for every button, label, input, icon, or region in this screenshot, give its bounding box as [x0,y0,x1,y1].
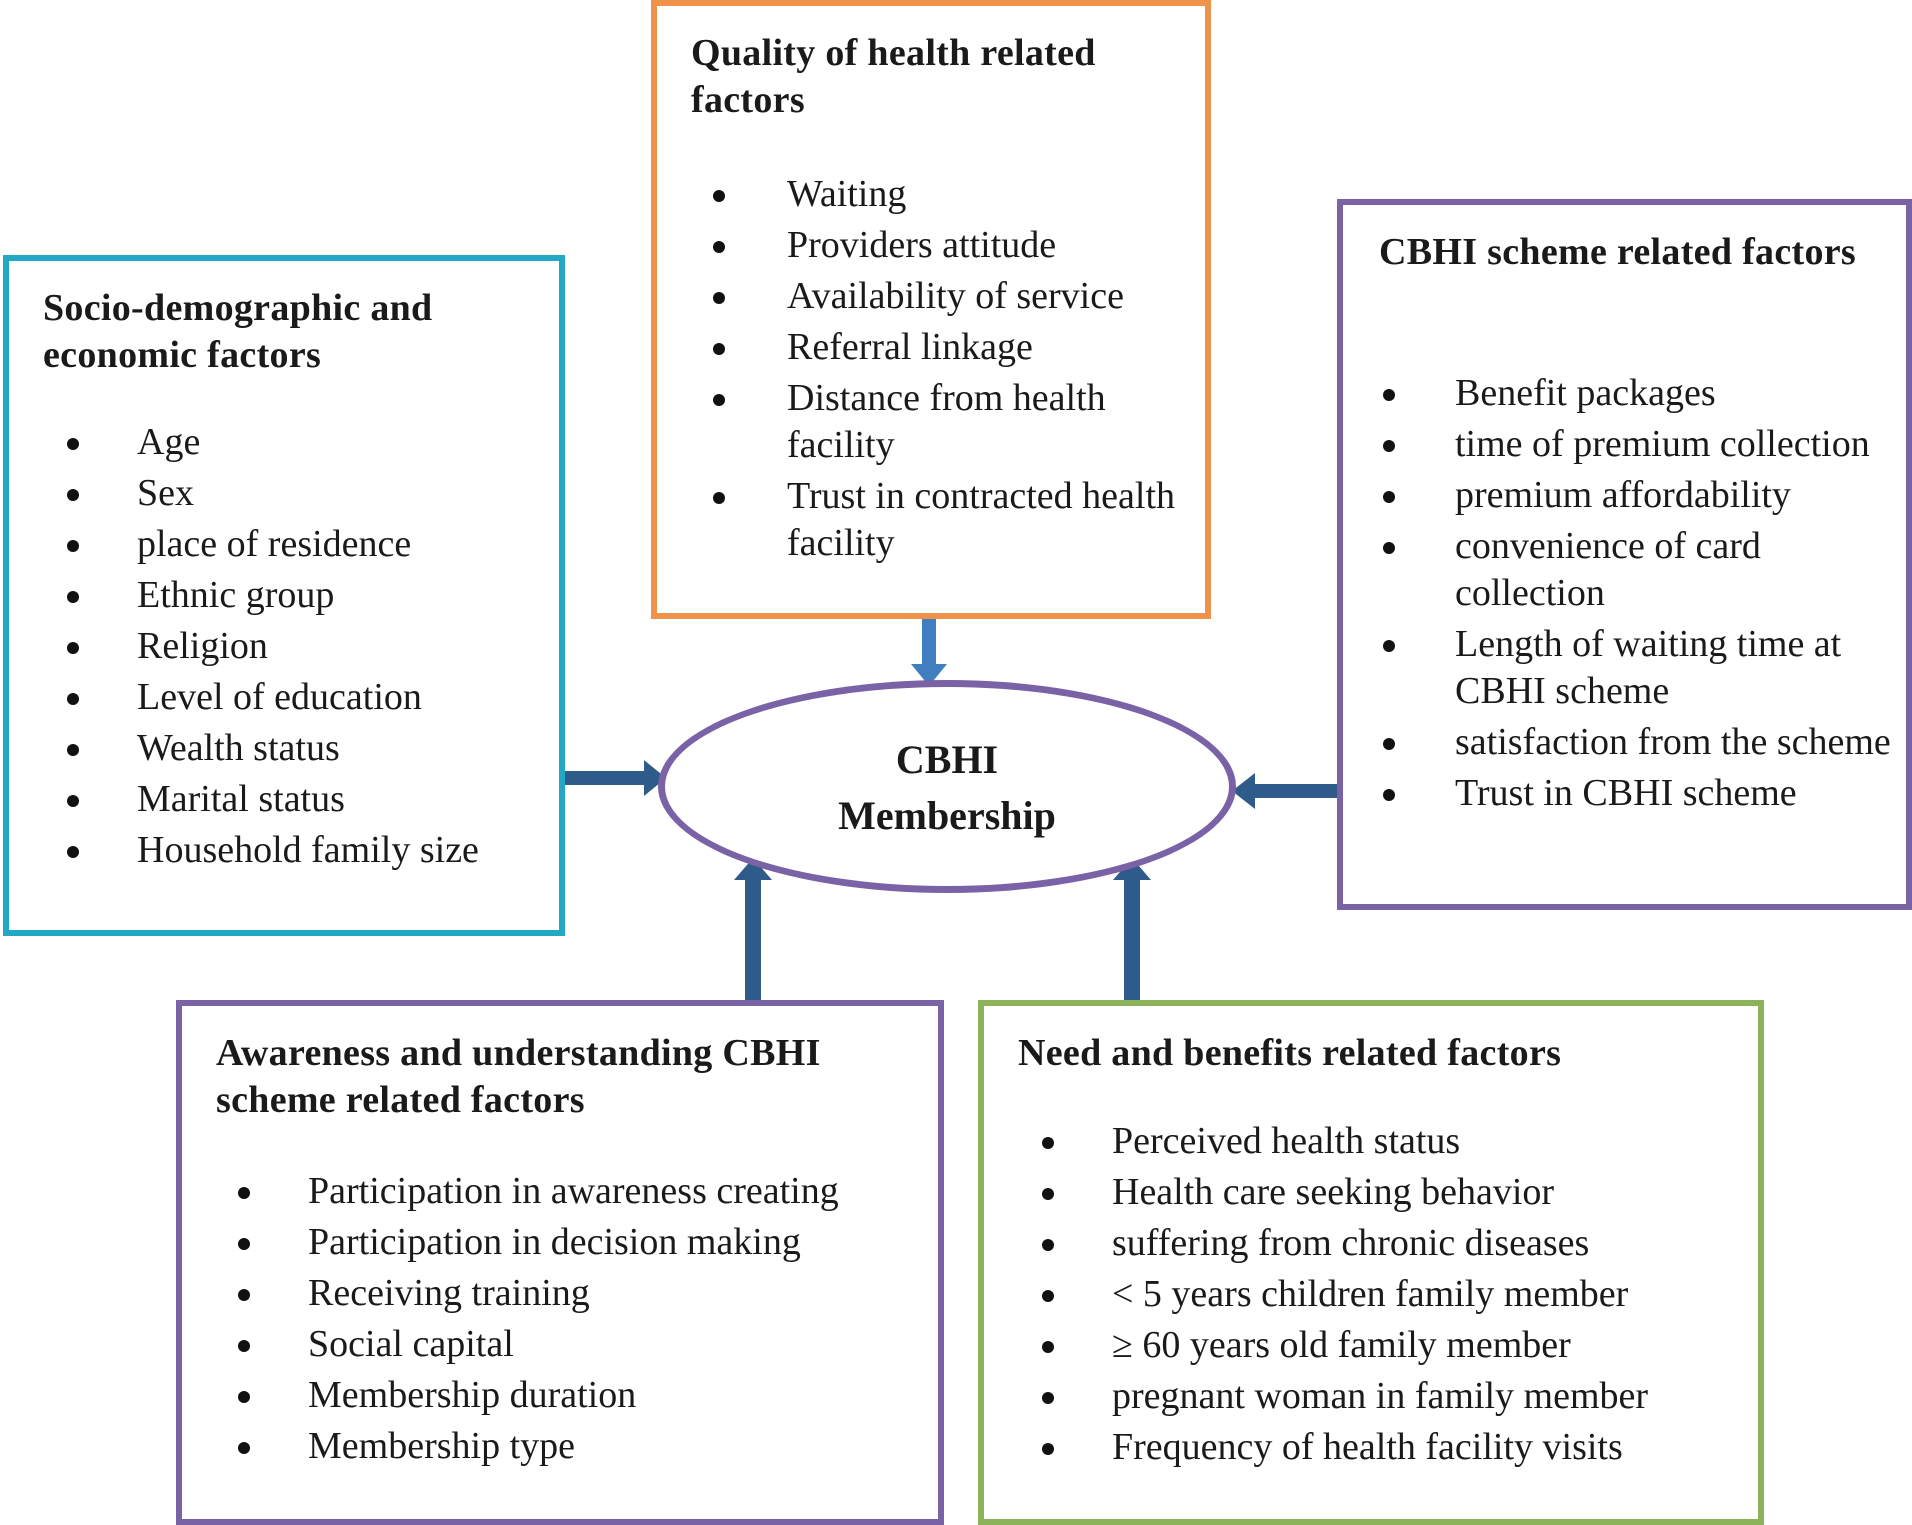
bullet-icon [67,846,79,858]
list-item: Benefit packages [1343,370,1906,417]
bullet-icon [67,642,79,654]
bullet-icon [1383,640,1395,652]
bullet-icon [1042,1392,1054,1404]
bullet-icon [238,1442,250,1454]
bullet-icon [1383,738,1395,750]
list-item: Wealth status [9,725,559,772]
list-item: Availability of service [657,273,1205,320]
list-item: time of premium collection [1343,421,1906,468]
arrow-awareness-to-center [734,858,772,1004]
awareness-factors-box [176,1000,944,1525]
list-item: Participation in decision making [182,1219,938,1266]
awareness-factors-list [182,1168,938,1474]
bullet-icon [1383,491,1395,503]
bullet-icon [238,1391,250,1403]
bullet-icon [713,492,725,504]
quality-factors-box [651,0,1211,619]
bullet-icon [67,489,79,501]
list-item: Ethnic group [9,572,559,619]
bullet-icon [1042,1239,1054,1251]
list-item: suffering from chronic diseases [984,1220,1758,1267]
list-item: Distance from health facility [657,375,1205,469]
list-item: Level of education [9,674,559,721]
need-benefits-list [984,1118,1758,1475]
bullet-icon [67,438,79,450]
scheme-factors-clip [1343,205,1906,887]
list-item: < 5 years children family member [984,1271,1758,1318]
list-item: Length of waiting time at CBHI scheme [1343,621,1906,715]
list-item: Age [9,419,559,466]
center-label-line1: CBHI [895,737,999,782]
list-item: Social capital [182,1321,938,1368]
bullet-icon [1042,1341,1054,1353]
bullet-icon [67,591,79,603]
bullet-icon [1383,789,1395,801]
list-item: premium affordability [1343,472,1906,519]
quality-factors-list [657,171,1205,571]
list-item: Religion [9,623,559,670]
list-item: Waiting [657,171,1205,218]
bullet-icon [67,795,79,807]
bullet-icon [713,394,725,406]
list-item: satisfaction from the scheme [1343,719,1906,766]
list-item: Health care seeking behavior [984,1169,1758,1216]
bullet-icon [1383,440,1395,452]
scheme-factors-title: CBHI scheme related factors [1379,231,1856,273]
bullet-icon [238,1289,250,1301]
list-item: Membership type [182,1423,938,1470]
socio-demographic-box [3,255,565,936]
bullet-icon [238,1340,250,1352]
bullet-icon [1042,1443,1054,1455]
bullet-icon [713,241,725,253]
list-item: Marital status [9,776,559,823]
bullet-icon [1383,542,1395,554]
bullet-icon [713,190,725,202]
socio-demographic-title: Socio-demographic and economic factors [43,287,433,376]
center-label-line2: Membership [838,793,1056,838]
bullet-icon [713,292,725,304]
bullet-icon [67,693,79,705]
bullet-icon [238,1238,250,1250]
scheme-factors-list [1343,370,1906,821]
bullet-icon [67,540,79,552]
list-item: Perceived health status [984,1118,1758,1165]
list-item: place of residence [9,521,559,568]
list-item: pregnant woman in family member [984,1373,1758,1420]
list-item: Sex [9,470,559,517]
list-item: Providers attitude [657,222,1205,269]
bullet-icon [67,744,79,756]
bullet-icon [238,1187,250,1199]
list-item: Household family size [9,827,559,874]
arrow-quality-to-center [911,612,947,686]
list-item: convenience of card collection [1343,523,1906,617]
bullet-icon [1042,1290,1054,1302]
need-benefits-title: Need and benefits related factors [1018,1032,1562,1074]
awareness-factors-title: Awareness and understanding CBHI scheme related factors [216,1032,821,1121]
arrow-scheme-to-center [1232,773,1344,809]
list-item: Membership duration [182,1372,938,1419]
scheme-factors-box [1337,199,1912,910]
list-item: Referral linkage [657,324,1205,371]
list-item: Trust in contracted health facility [657,473,1205,567]
socio-demographic-list [9,419,559,878]
list-item: ≥ 60 years old family member [984,1322,1758,1369]
bullet-icon [1383,389,1395,401]
need-benefits-box [978,1000,1764,1525]
list-item: Trust in CBHI scheme [1343,770,1906,817]
list-item: Receiving training [182,1270,938,1317]
arrow-socio-to-center [557,760,666,796]
bullet-icon [1042,1137,1054,1149]
bullet-icon [713,343,725,355]
cbhi-membership-label [665,732,1229,844]
cbhi-membership-node [658,680,1236,893]
list-item: Participation in awareness creating [182,1168,938,1215]
quality-factors-title: Quality of health related factors [691,32,1096,121]
list-item: Frequency of health facility visits [984,1424,1758,1471]
arrow-need-to-center [1113,858,1151,1004]
bullet-icon [1042,1188,1054,1200]
